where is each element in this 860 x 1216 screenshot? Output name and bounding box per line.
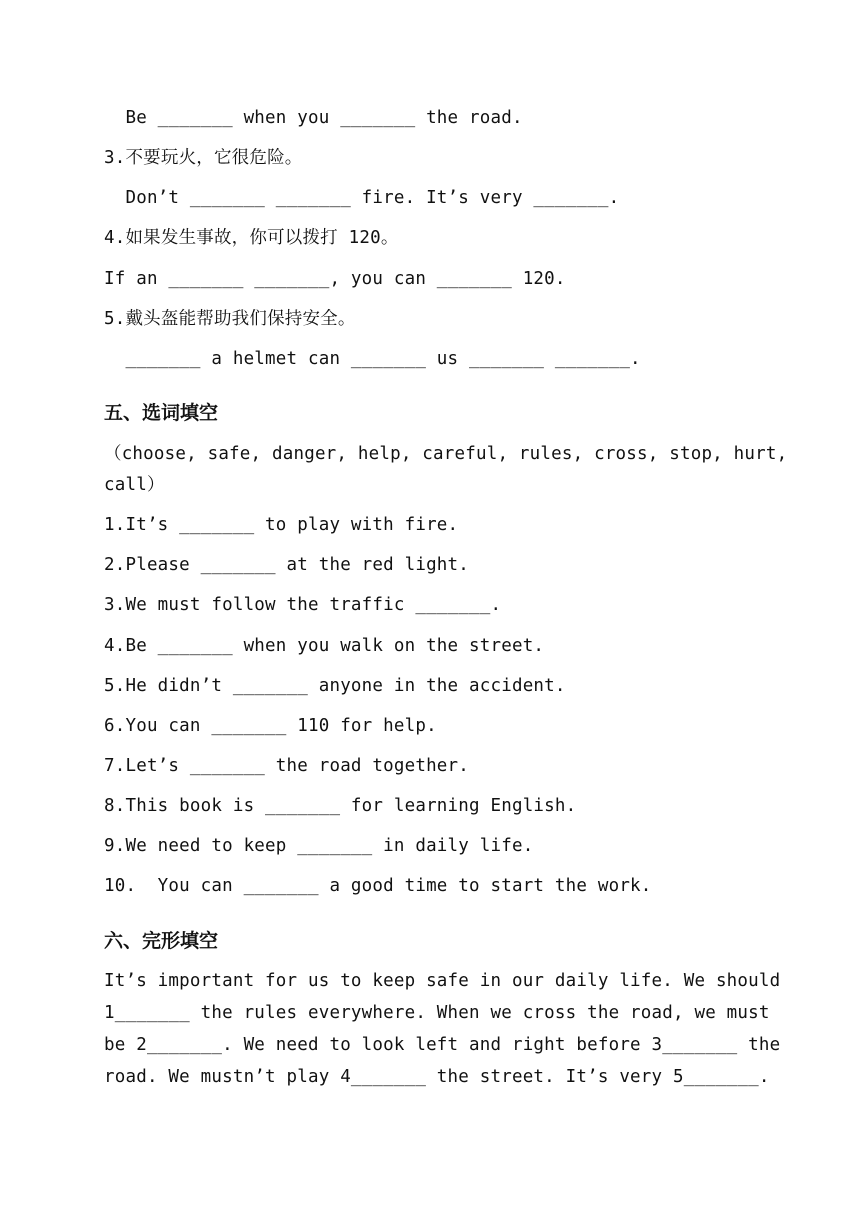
passage-line: 1_______ the rules everywhere. When we cross the road, we must (104, 1003, 770, 1023)
word-bank-continued: call） (104, 475, 165, 495)
question-item: 10. You can _______ a good time to start the work. (104, 876, 652, 896)
passage-line: It’s important for us to keep safe in our daily life. We should (104, 971, 781, 991)
section-heading-word-choice: 五、选词填空 (104, 402, 219, 424)
question-item: 6.You can _______ 110 for help. (104, 716, 437, 736)
question-item: 5.He didn’t _______ anyone in the accident. (104, 676, 566, 696)
translation-line: Don’t _______ _______ fire. It’s very _______. (104, 188, 620, 208)
translation-line: If an _______ _______, you can _______ 120. (104, 269, 566, 289)
question-item: 7.Let’s _______ the road together. (104, 756, 470, 776)
passage-line: road. We mustn’t play 4_______ the street. It’s very 5_______. (104, 1067, 770, 1087)
question-item: 2.Please _______ at the red light. (104, 555, 470, 575)
translation-line: _______ a helmet can _______ us _______ _______. (104, 349, 641, 369)
question-item: 4.Be _______ when you walk on the street. (104, 636, 545, 656)
question-item: 1.It’s _______ to play with fire. (104, 515, 459, 535)
translation-prompt-5: 5.戴头盔能帮助我们保持安全。 (104, 309, 356, 329)
question-item: 9.We need to keep _______ in daily life. (104, 836, 534, 856)
translation-line: Be _______ when you _______ the road. (104, 108, 523, 128)
section-heading-cloze: 六、完形填空 (104, 930, 219, 952)
word-bank: （choose, safe, danger, help, careful, rules, cross, stop, hurt, (104, 444, 788, 464)
passage-line: be 2_______. We need to look left and right before 3_______ the (104, 1035, 781, 1055)
question-item: 8.This book is _______ for learning English. (104, 796, 577, 816)
translation-prompt-3: 3.不要玩火，它很危险。 (104, 148, 303, 168)
translation-prompt-4: 4.如果发生事故，你可以拨打 120。 (104, 228, 399, 248)
question-item: 3.We must follow the traffic _______. (104, 595, 502, 615)
